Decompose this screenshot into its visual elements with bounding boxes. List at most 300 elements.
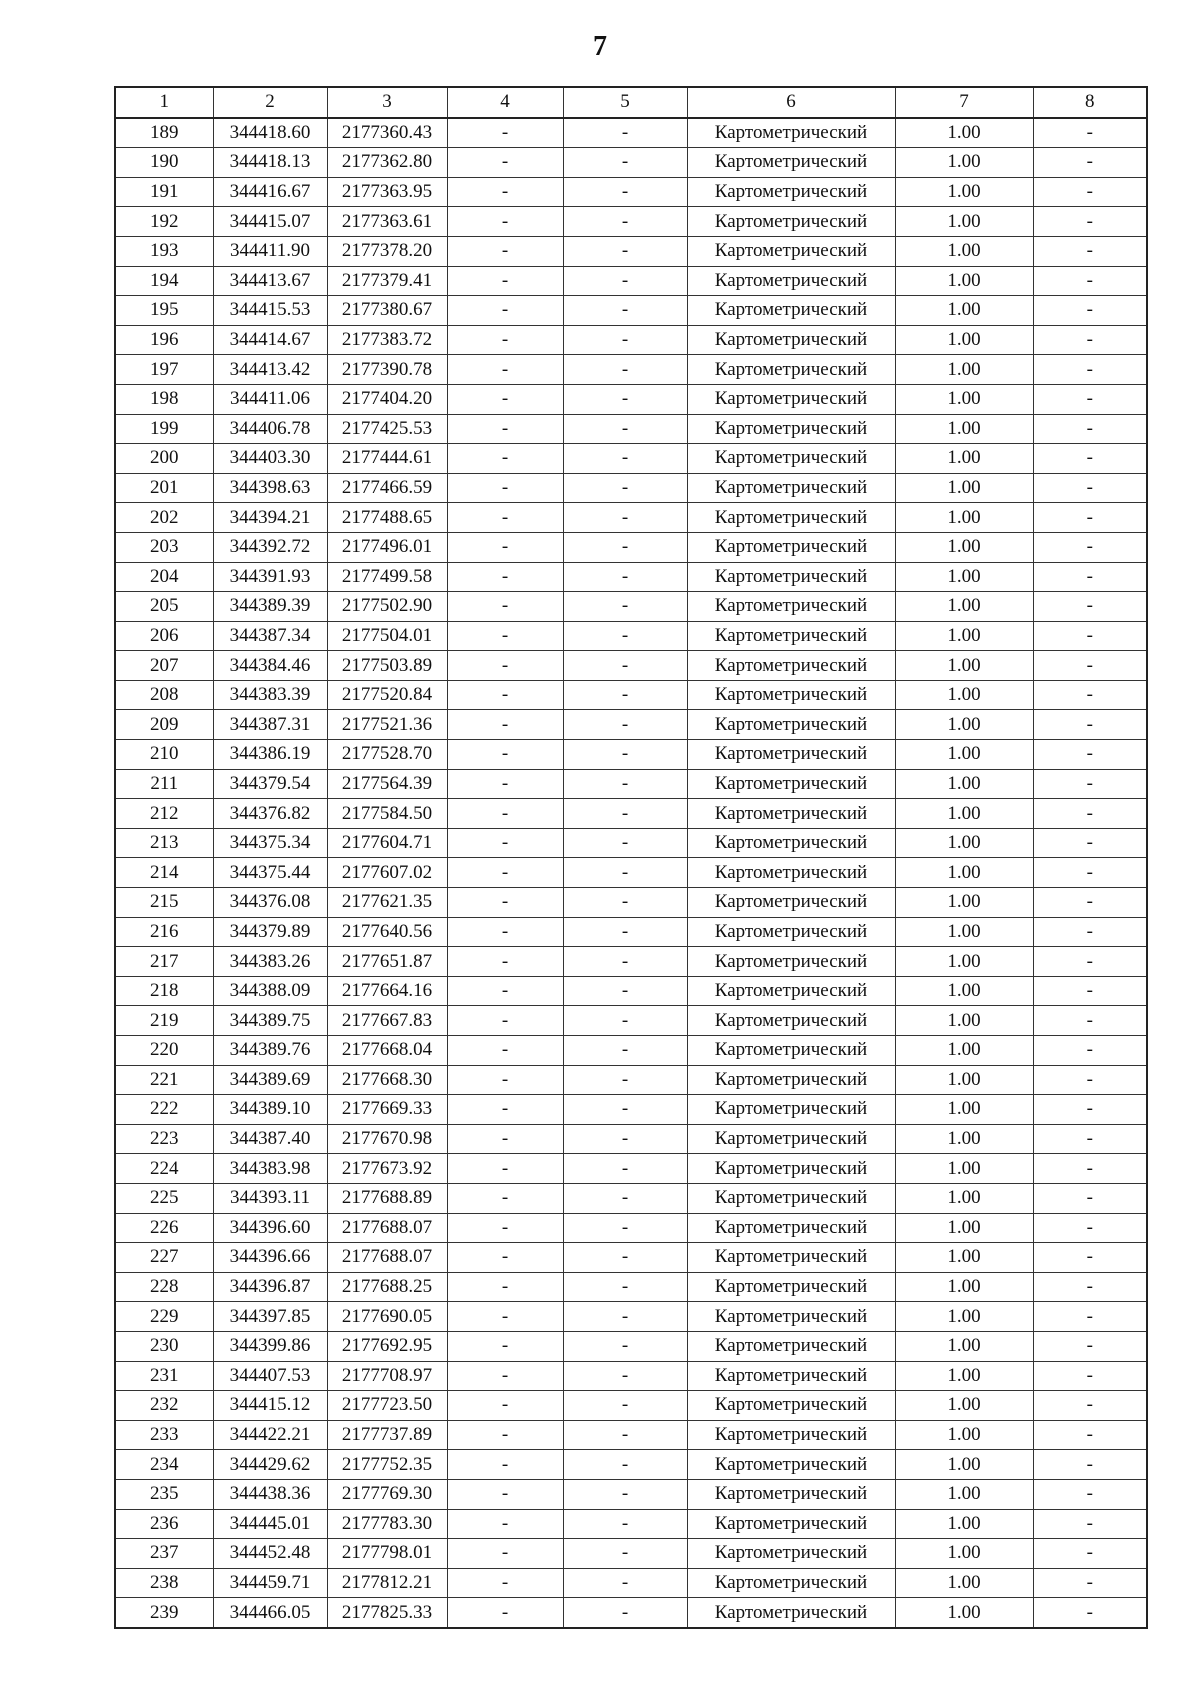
col-4-value-cell: - [447, 1479, 563, 1509]
table-row [115, 325, 1147, 355]
method-cell: Картометрический [687, 1006, 895, 1036]
col-5-value-cell: - [563, 1509, 687, 1539]
point-number-cell: 198 [115, 384, 213, 414]
col-5-value-cell: - [563, 296, 687, 326]
col-4-value-cell: - [447, 1568, 563, 1598]
col-4-value-cell: - [447, 1509, 563, 1539]
point-number-cell: 215 [115, 888, 213, 918]
col-8-value-cell: - [1033, 651, 1147, 681]
col-8-value-cell: - [1033, 976, 1147, 1006]
x-coordinate-cell: 344389.75 [213, 1006, 327, 1036]
y-coordinate-cell: 2177363.95 [327, 177, 447, 207]
table-row [115, 917, 1147, 947]
col-4-value-cell: - [447, 325, 563, 355]
x-coordinate-cell: 344379.54 [213, 769, 327, 799]
x-coordinate-cell: 344389.76 [213, 1036, 327, 1066]
col-4-value-cell: - [447, 858, 563, 888]
method-cell: Картометрический [687, 621, 895, 651]
point-number-cell: 231 [115, 1361, 213, 1391]
col-8-value-cell: - [1033, 118, 1147, 148]
point-number-cell: 237 [115, 1539, 213, 1569]
col-5-value-cell: - [563, 1036, 687, 1066]
table-row [115, 1243, 1147, 1273]
point-number-cell: 232 [115, 1391, 213, 1421]
point-number-cell: 203 [115, 532, 213, 562]
col-4-value-cell: - [447, 651, 563, 681]
table-row [115, 1331, 1147, 1361]
column-header: 5 [563, 87, 687, 118]
col-8-value-cell: - [1033, 621, 1147, 651]
method-cell: Картометрический [687, 1598, 895, 1628]
y-coordinate-cell: 2177379.41 [327, 266, 447, 296]
point-number-cell: 189 [115, 118, 213, 148]
y-coordinate-cell: 2177521.36 [327, 710, 447, 740]
method-cell: Картометрический [687, 177, 895, 207]
table-row [115, 177, 1147, 207]
point-number-cell: 236 [115, 1509, 213, 1539]
x-coordinate-cell: 344411.06 [213, 384, 327, 414]
y-coordinate-cell: 2177708.97 [327, 1361, 447, 1391]
accuracy-cell: 1.00 [895, 1036, 1033, 1066]
table-row [115, 1124, 1147, 1154]
col-8-value-cell: - [1033, 325, 1147, 355]
x-coordinate-cell: 344383.39 [213, 680, 327, 710]
col-4-value-cell: - [447, 1272, 563, 1302]
col-8-value-cell: - [1033, 296, 1147, 326]
x-coordinate-cell: 344416.67 [213, 177, 327, 207]
col-5-value-cell: - [563, 148, 687, 178]
method-cell: Картометрический [687, 1272, 895, 1302]
col-4-value-cell: - [447, 680, 563, 710]
y-coordinate-cell: 2177812.21 [327, 1568, 447, 1598]
accuracy-cell: 1.00 [895, 858, 1033, 888]
x-coordinate-cell: 344376.08 [213, 888, 327, 918]
method-cell: Картометрический [687, 236, 895, 266]
x-coordinate-cell: 344389.69 [213, 1065, 327, 1095]
point-number-cell: 206 [115, 621, 213, 651]
table-row [115, 296, 1147, 326]
y-coordinate-cell: 2177769.30 [327, 1479, 447, 1509]
y-coordinate-cell: 2177690.05 [327, 1302, 447, 1332]
column-header: 2 [213, 87, 327, 118]
col-8-value-cell: - [1033, 1006, 1147, 1036]
x-coordinate-cell: 344429.62 [213, 1450, 327, 1480]
col-8-value-cell: - [1033, 266, 1147, 296]
y-coordinate-cell: 2177378.20 [327, 236, 447, 266]
col-8-value-cell: - [1033, 1568, 1147, 1598]
col-8-value-cell: - [1033, 1302, 1147, 1332]
col-8-value-cell: - [1033, 355, 1147, 385]
accuracy-cell: 1.00 [895, 1065, 1033, 1095]
col-8-value-cell: - [1033, 1450, 1147, 1480]
y-coordinate-cell: 2177737.89 [327, 1420, 447, 1450]
y-coordinate-cell: 2177504.01 [327, 621, 447, 651]
method-cell: Картометрический [687, 710, 895, 740]
col-8-value-cell: - [1033, 592, 1147, 622]
col-8-value-cell: - [1033, 384, 1147, 414]
x-coordinate-cell: 344396.60 [213, 1213, 327, 1243]
method-cell: Картометрический [687, 592, 895, 622]
y-coordinate-cell: 2177363.61 [327, 207, 447, 237]
col-5-value-cell: - [563, 1213, 687, 1243]
column-header: 7 [895, 87, 1033, 118]
method-cell: Картометрический [687, 651, 895, 681]
accuracy-cell: 1.00 [895, 651, 1033, 681]
x-coordinate-cell: 344411.90 [213, 236, 327, 266]
point-number-cell: 223 [115, 1124, 213, 1154]
method-cell: Картометрический [687, 414, 895, 444]
col-5-value-cell: - [563, 1302, 687, 1332]
x-coordinate-cell: 344466.05 [213, 1598, 327, 1628]
accuracy-cell: 1.00 [895, 947, 1033, 977]
col-8-value-cell: - [1033, 503, 1147, 533]
col-5-value-cell: - [563, 118, 687, 148]
col-5-value-cell: - [563, 1006, 687, 1036]
col-8-value-cell: - [1033, 1154, 1147, 1184]
point-number-cell: 228 [115, 1272, 213, 1302]
point-number-cell: 190 [115, 148, 213, 178]
col-8-value-cell: - [1033, 1183, 1147, 1213]
col-8-value-cell: - [1033, 769, 1147, 799]
method-cell: Картометрический [687, 473, 895, 503]
col-4-value-cell: - [447, 947, 563, 977]
table-row [115, 1006, 1147, 1036]
point-number-cell: 193 [115, 236, 213, 266]
x-coordinate-cell: 344387.31 [213, 710, 327, 740]
accuracy-cell: 1.00 [895, 769, 1033, 799]
accuracy-cell: 1.00 [895, 1302, 1033, 1332]
col-8-value-cell: - [1033, 1036, 1147, 1066]
col-5-value-cell: - [563, 1450, 687, 1480]
col-5-value-cell: - [563, 503, 687, 533]
table-row [115, 1065, 1147, 1095]
col-4-value-cell: - [447, 207, 563, 237]
accuracy-cell: 1.00 [895, 1568, 1033, 1598]
y-coordinate-cell: 2177670.98 [327, 1124, 447, 1154]
y-coordinate-cell: 2177667.83 [327, 1006, 447, 1036]
x-coordinate-cell: 344415.07 [213, 207, 327, 237]
col-5-value-cell: - [563, 1598, 687, 1628]
col-4-value-cell: - [447, 1243, 563, 1273]
x-coordinate-cell: 344422.21 [213, 1420, 327, 1450]
col-5-value-cell: - [563, 1183, 687, 1213]
col-5-value-cell: - [563, 1243, 687, 1273]
col-4-value-cell: - [447, 148, 563, 178]
point-number-cell: 229 [115, 1302, 213, 1332]
x-coordinate-cell: 344407.53 [213, 1361, 327, 1391]
method-cell: Картометрический [687, 1095, 895, 1125]
col-8-value-cell: - [1033, 532, 1147, 562]
accuracy-cell: 1.00 [895, 296, 1033, 326]
table-row [115, 858, 1147, 888]
y-coordinate-cell: 2177723.50 [327, 1391, 447, 1421]
table-row [115, 355, 1147, 385]
accuracy-cell: 1.00 [895, 1479, 1033, 1509]
col-5-value-cell: - [563, 414, 687, 444]
method-cell: Картометрический [687, 1302, 895, 1332]
col-5-value-cell: - [563, 1479, 687, 1509]
table-row [115, 1095, 1147, 1125]
col-4-value-cell: - [447, 592, 563, 622]
y-coordinate-cell: 2177390.78 [327, 355, 447, 385]
table-row [115, 1183, 1147, 1213]
x-coordinate-cell: 344379.89 [213, 917, 327, 947]
col-5-value-cell: - [563, 1391, 687, 1421]
col-4-value-cell: - [447, 710, 563, 740]
col-4-value-cell: - [447, 503, 563, 533]
method-cell: Картометрический [687, 1450, 895, 1480]
column-header: 4 [447, 87, 563, 118]
accuracy-cell: 1.00 [895, 1154, 1033, 1184]
col-4-value-cell: - [447, 1331, 563, 1361]
point-number-cell: 238 [115, 1568, 213, 1598]
method-cell: Картометрический [687, 828, 895, 858]
col-8-value-cell: - [1033, 1361, 1147, 1391]
accuracy-cell: 1.00 [895, 207, 1033, 237]
method-cell: Картометрический [687, 799, 895, 829]
y-coordinate-cell: 2177444.61 [327, 444, 447, 474]
point-number-cell: 195 [115, 296, 213, 326]
table-row [115, 740, 1147, 770]
x-coordinate-cell: 344398.63 [213, 473, 327, 503]
method-cell: Картометрический [687, 1509, 895, 1539]
col-5-value-cell: - [563, 1095, 687, 1125]
col-4-value-cell: - [447, 384, 563, 414]
method-cell: Картометрический [687, 503, 895, 533]
accuracy-cell: 1.00 [895, 1539, 1033, 1569]
x-coordinate-cell: 344396.66 [213, 1243, 327, 1273]
col-8-value-cell: - [1033, 858, 1147, 888]
col-5-value-cell: - [563, 740, 687, 770]
accuracy-cell: 1.00 [895, 1243, 1033, 1273]
x-coordinate-cell: 344452.48 [213, 1539, 327, 1569]
y-coordinate-cell: 2177499.58 [327, 562, 447, 592]
method-cell: Картометрический [687, 384, 895, 414]
col-4-value-cell: - [447, 1539, 563, 1569]
col-5-value-cell: - [563, 1124, 687, 1154]
x-coordinate-cell: 344414.67 [213, 325, 327, 355]
point-number-cell: 217 [115, 947, 213, 977]
col-5-value-cell: - [563, 680, 687, 710]
col-4-value-cell: - [447, 1302, 563, 1332]
x-coordinate-cell: 344415.53 [213, 296, 327, 326]
x-coordinate-cell: 344386.19 [213, 740, 327, 770]
accuracy-cell: 1.00 [895, 266, 1033, 296]
col-8-value-cell: - [1033, 1124, 1147, 1154]
table-row [115, 118, 1147, 148]
col-4-value-cell: - [447, 1124, 563, 1154]
col-4-value-cell: - [447, 1036, 563, 1066]
x-coordinate-cell: 344376.82 [213, 799, 327, 829]
accuracy-cell: 1.00 [895, 473, 1033, 503]
x-coordinate-cell: 344383.26 [213, 947, 327, 977]
col-5-value-cell: - [563, 799, 687, 829]
accuracy-cell: 1.00 [895, 503, 1033, 533]
table-row [115, 207, 1147, 237]
table-row [115, 1213, 1147, 1243]
accuracy-cell: 1.00 [895, 148, 1033, 178]
point-number-cell: 221 [115, 1065, 213, 1095]
x-coordinate-cell: 344418.13 [213, 148, 327, 178]
table-row [115, 562, 1147, 592]
y-coordinate-cell: 2177640.56 [327, 917, 447, 947]
col-5-value-cell: - [563, 1154, 687, 1184]
col-4-value-cell: - [447, 473, 563, 503]
col-4-value-cell: - [447, 177, 563, 207]
col-5-value-cell: - [563, 207, 687, 237]
method-cell: Картометрический [687, 1539, 895, 1569]
method-cell: Картометрический [687, 148, 895, 178]
x-coordinate-cell: 344383.98 [213, 1154, 327, 1184]
col-8-value-cell: - [1033, 1539, 1147, 1569]
point-number-cell: 200 [115, 444, 213, 474]
table-row [115, 888, 1147, 918]
accuracy-cell: 1.00 [895, 1598, 1033, 1628]
y-coordinate-cell: 2177496.01 [327, 532, 447, 562]
point-number-cell: 194 [115, 266, 213, 296]
point-number-cell: 205 [115, 592, 213, 622]
col-8-value-cell: - [1033, 917, 1147, 947]
point-number-cell: 207 [115, 651, 213, 681]
x-coordinate-cell: 344413.42 [213, 355, 327, 385]
col-5-value-cell: - [563, 1420, 687, 1450]
col-8-value-cell: - [1033, 1331, 1147, 1361]
col-4-value-cell: - [447, 769, 563, 799]
col-8-value-cell: - [1033, 710, 1147, 740]
method-cell: Картометрический [687, 1361, 895, 1391]
col-8-value-cell: - [1033, 1065, 1147, 1095]
table-row [115, 1479, 1147, 1509]
y-coordinate-cell: 2177673.92 [327, 1154, 447, 1184]
method-cell: Картометрический [687, 532, 895, 562]
table-row [115, 1568, 1147, 1598]
y-coordinate-cell: 2177604.71 [327, 828, 447, 858]
y-coordinate-cell: 2177621.35 [327, 888, 447, 918]
method-cell: Картометрический [687, 740, 895, 770]
accuracy-cell: 1.00 [895, 888, 1033, 918]
col-5-value-cell: - [563, 947, 687, 977]
table-row [115, 414, 1147, 444]
accuracy-cell: 1.00 [895, 1361, 1033, 1391]
point-number-cell: 216 [115, 917, 213, 947]
col-5-value-cell: - [563, 976, 687, 1006]
y-coordinate-cell: 2177380.67 [327, 296, 447, 326]
col-8-value-cell: - [1033, 1509, 1147, 1539]
col-4-value-cell: - [447, 1361, 563, 1391]
accuracy-cell: 1.00 [895, 799, 1033, 829]
col-4-value-cell: - [447, 1154, 563, 1184]
col-5-value-cell: - [563, 325, 687, 355]
accuracy-cell: 1.00 [895, 414, 1033, 444]
x-coordinate-cell: 344459.71 [213, 1568, 327, 1598]
accuracy-cell: 1.00 [895, 1450, 1033, 1480]
table-row [115, 1154, 1147, 1184]
col-8-value-cell: - [1033, 1479, 1147, 1509]
col-8-value-cell: - [1033, 740, 1147, 770]
col-5-value-cell: - [563, 858, 687, 888]
col-5-value-cell: - [563, 355, 687, 385]
method-cell: Картометрический [687, 1331, 895, 1361]
method-cell: Картометрический [687, 1391, 895, 1421]
col-4-value-cell: - [447, 355, 563, 385]
col-5-value-cell: - [563, 473, 687, 503]
x-coordinate-cell: 344403.30 [213, 444, 327, 474]
point-number-cell: 214 [115, 858, 213, 888]
accuracy-cell: 1.00 [895, 1272, 1033, 1302]
table-row [115, 680, 1147, 710]
col-5-value-cell: - [563, 769, 687, 799]
y-coordinate-cell: 2177668.30 [327, 1065, 447, 1095]
col-4-value-cell: - [447, 236, 563, 266]
accuracy-cell: 1.00 [895, 236, 1033, 266]
y-coordinate-cell: 2177584.50 [327, 799, 447, 829]
accuracy-cell: 1.00 [895, 1391, 1033, 1421]
col-8-value-cell: - [1033, 947, 1147, 977]
accuracy-cell: 1.00 [895, 325, 1033, 355]
method-cell: Картометрический [687, 976, 895, 1006]
col-8-value-cell: - [1033, 1598, 1147, 1628]
point-number-cell: 201 [115, 473, 213, 503]
col-8-value-cell: - [1033, 414, 1147, 444]
method-cell: Картометрический [687, 266, 895, 296]
col-8-value-cell: - [1033, 473, 1147, 503]
accuracy-cell: 1.00 [895, 1509, 1033, 1539]
table-row [115, 592, 1147, 622]
accuracy-cell: 1.00 [895, 1213, 1033, 1243]
table-row [115, 651, 1147, 681]
table-row [115, 444, 1147, 474]
col-8-value-cell: - [1033, 148, 1147, 178]
accuracy-cell: 1.00 [895, 177, 1033, 207]
col-4-value-cell: - [447, 532, 563, 562]
col-5-value-cell: - [563, 1331, 687, 1361]
col-5-value-cell: - [563, 236, 687, 266]
accuracy-cell: 1.00 [895, 532, 1033, 562]
y-coordinate-cell: 2177488.65 [327, 503, 447, 533]
col-4-value-cell: - [447, 1065, 563, 1095]
table-row [115, 1361, 1147, 1391]
col-8-value-cell: - [1033, 1095, 1147, 1125]
col-5-value-cell: - [563, 1568, 687, 1598]
col-8-value-cell: - [1033, 680, 1147, 710]
method-cell: Картометрический [687, 947, 895, 977]
table-row [115, 976, 1147, 1006]
col-5-value-cell: - [563, 444, 687, 474]
point-number-cell: 211 [115, 769, 213, 799]
coordinates-table [114, 86, 1148, 1629]
y-coordinate-cell: 2177425.53 [327, 414, 447, 444]
point-number-cell: 235 [115, 1479, 213, 1509]
col-4-value-cell: - [447, 1006, 563, 1036]
x-coordinate-cell: 344392.72 [213, 532, 327, 562]
col-4-value-cell: - [447, 1213, 563, 1243]
point-number-cell: 234 [115, 1450, 213, 1480]
y-coordinate-cell: 2177651.87 [327, 947, 447, 977]
point-number-cell: 191 [115, 177, 213, 207]
method-cell: Картометрический [687, 1420, 895, 1450]
table-row [115, 384, 1147, 414]
point-number-cell: 196 [115, 325, 213, 355]
column-header: 1 [115, 87, 213, 118]
table-row [115, 236, 1147, 266]
col-4-value-cell: - [447, 799, 563, 829]
point-number-cell: 212 [115, 799, 213, 829]
method-cell: Картометрический [687, 325, 895, 355]
point-number-cell: 208 [115, 680, 213, 710]
column-header: 6 [687, 87, 895, 118]
column-header: 8 [1033, 87, 1147, 118]
col-8-value-cell: - [1033, 1213, 1147, 1243]
